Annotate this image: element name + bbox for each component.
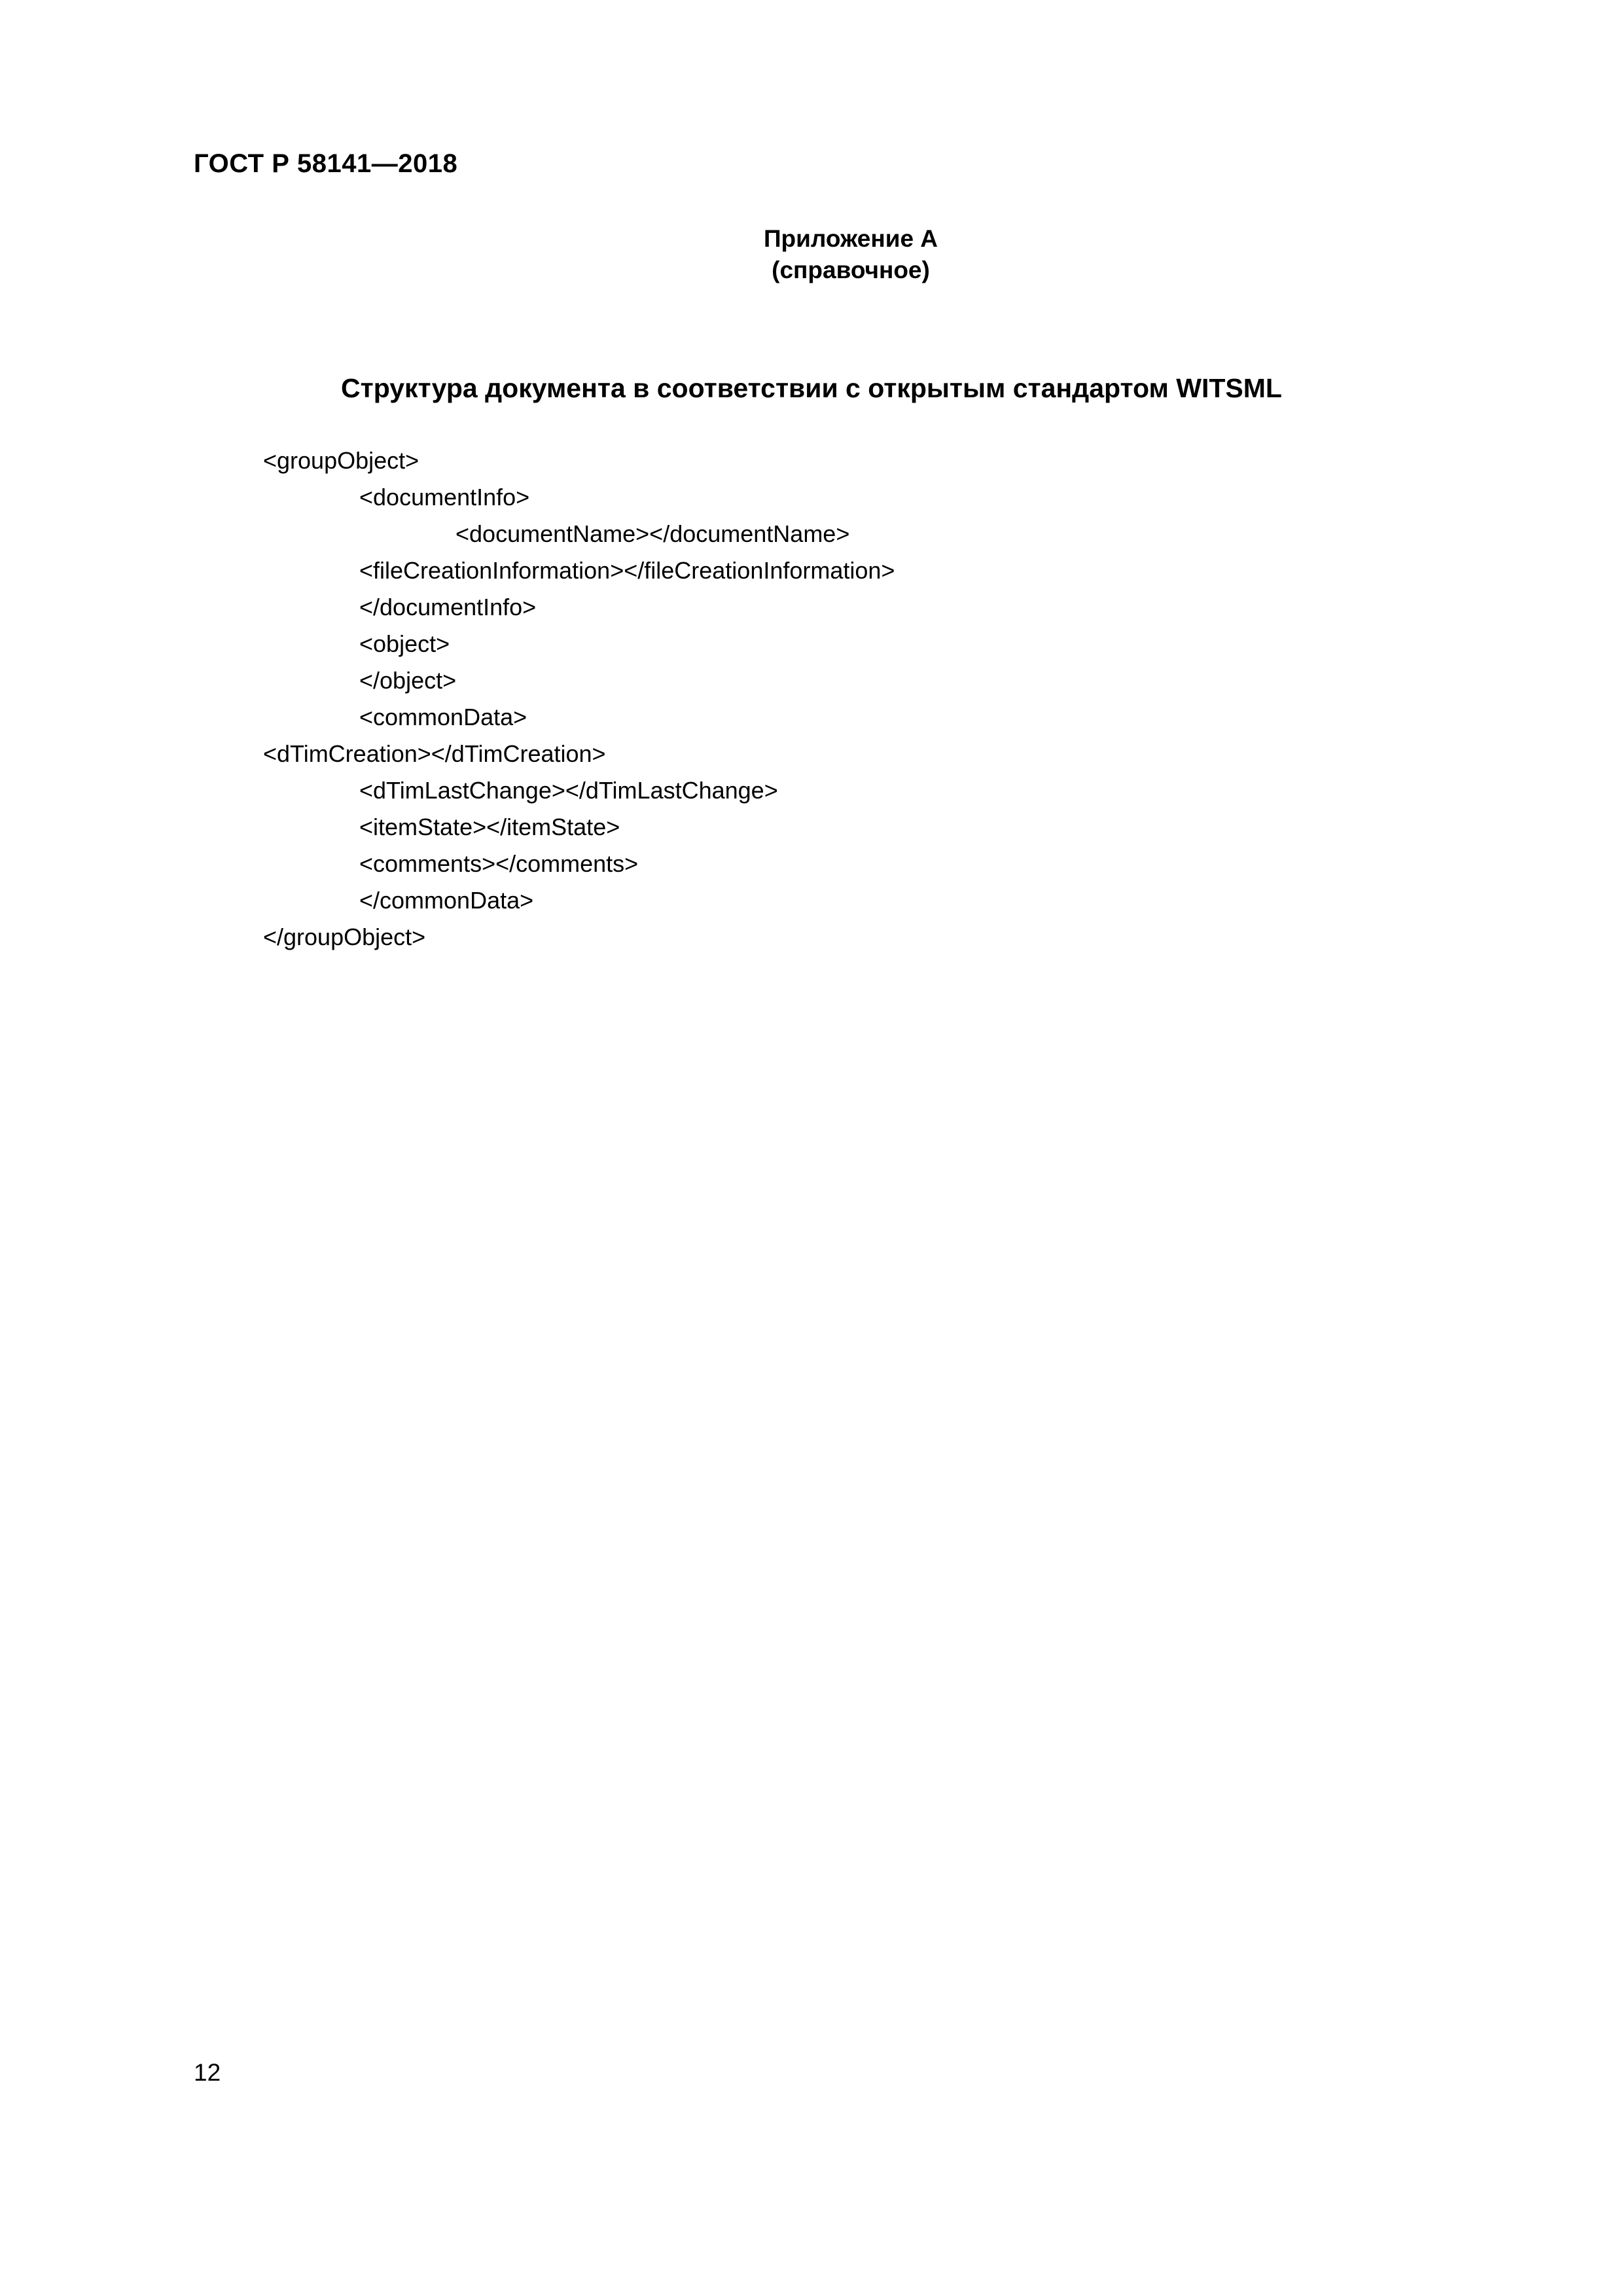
code-line: </commonData> (359, 887, 534, 914)
code-line: <itemState></itemState> (359, 814, 620, 840)
document-standard-id: ГОСТ Р 58141—2018 (194, 149, 458, 178)
code-line: <commonData> (359, 704, 527, 730)
code-line: <comments></comments> (359, 850, 639, 877)
code-line: </object> (359, 667, 457, 694)
code-line: </groupObject> (263, 924, 426, 950)
section-title: Структура документа в соответствии с открытым стандартом WITSML (341, 373, 1282, 403)
appendix-title: Приложение А (763, 225, 938, 252)
code-line: <documentName></documentName> (455, 520, 850, 547)
page-number: 12 (194, 2059, 221, 2086)
code-line: <fileCreationInformation></fileCreationInformation> (359, 557, 895, 584)
code-line: <dTimLastChange></dTimLastChange> (359, 777, 778, 804)
code-line: <groupObject> (263, 447, 419, 474)
appendix-note: (справочное) (772, 257, 930, 283)
code-line: <documentInfo> (359, 484, 530, 511)
code-line: <object> (359, 630, 450, 657)
code-line: <dTimCreation></dTimCreation> (263, 740, 606, 767)
code-line: </documentInfo> (359, 594, 537, 620)
xml-structure-listing (0, 442, 1623, 956)
